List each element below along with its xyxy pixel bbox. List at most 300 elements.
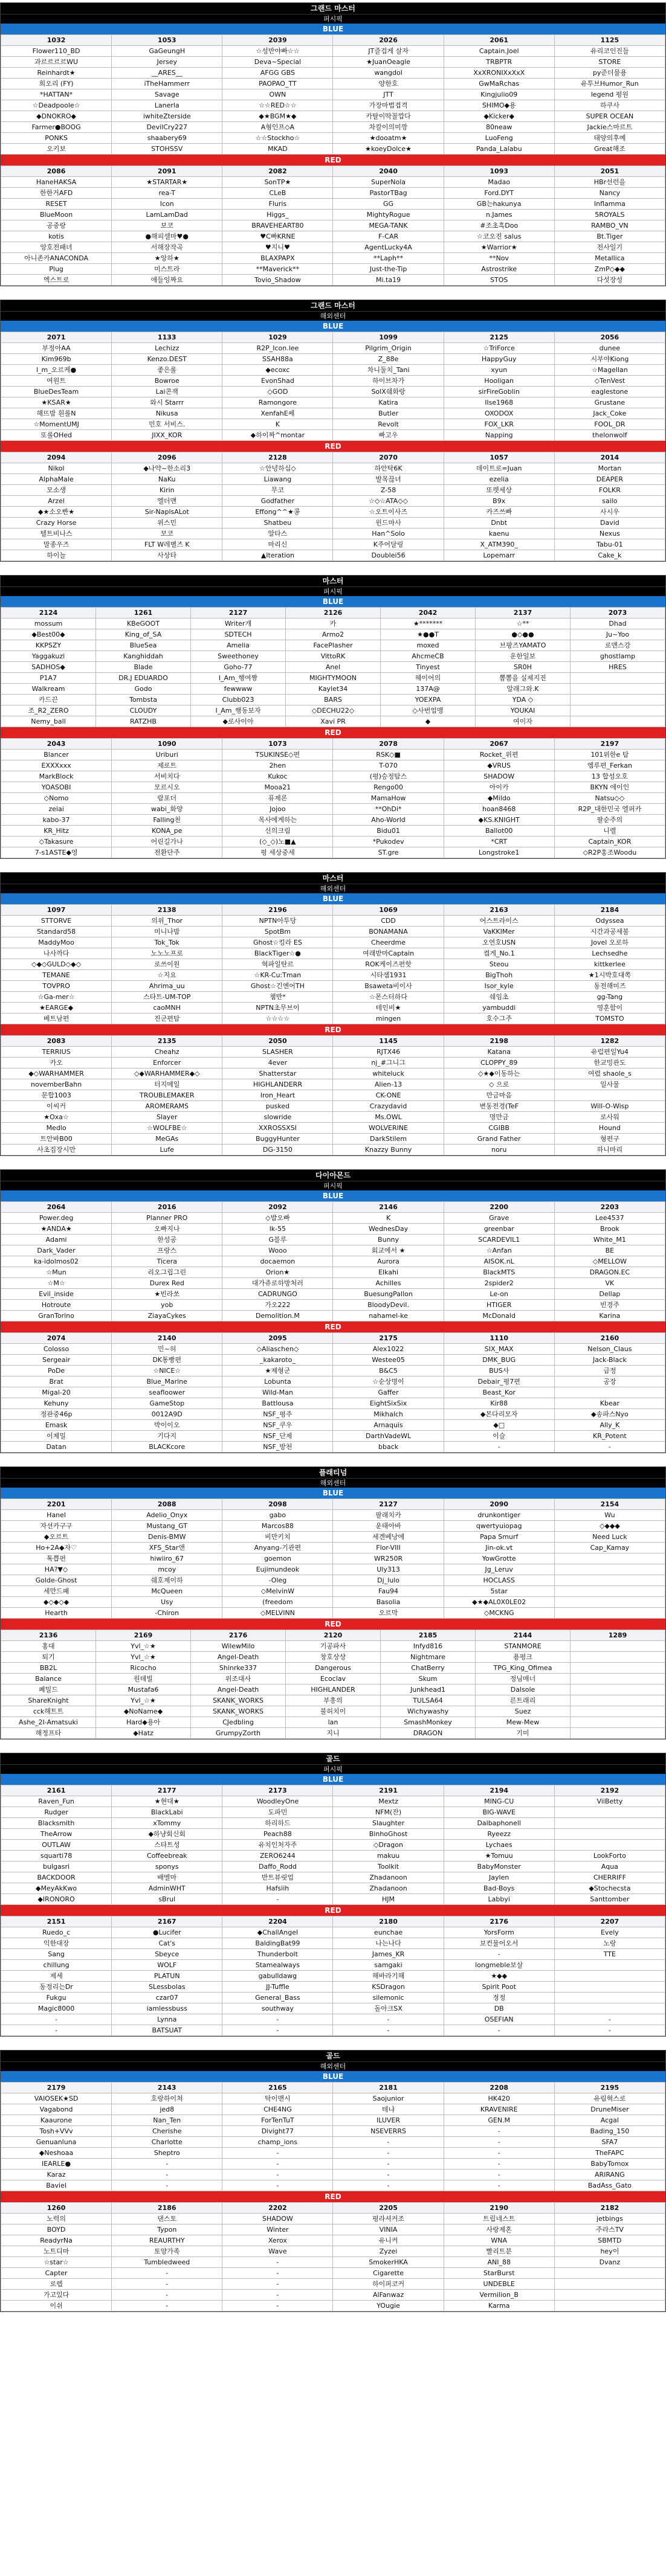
player-name: Lechizz (112, 343, 222, 354)
player-name: BLAXPAPX (222, 253, 333, 264)
team-score: 2205 (333, 2203, 444, 2214)
player-name: 엑스트로 (1, 275, 112, 286)
team-score: 2173 (222, 1785, 333, 1796)
player-name: ILUVER (333, 2115, 444, 2126)
player-name: ☆☆☆☆ (222, 1013, 333, 1024)
player-name: 노력의 (1, 2214, 112, 2224)
player-name: Ho+2A◆자♡ (1, 1543, 112, 1553)
player-name: 람포더 (112, 793, 222, 804)
player-name: Ilse1968 (444, 397, 554, 408)
player-name: 무코 (222, 485, 333, 496)
player-name: Infyd816 (381, 1641, 476, 1652)
player-name: qwertyuiopag (444, 1521, 554, 1532)
player-name: ezelia (444, 474, 554, 485)
player-name: Ms.OWL (333, 1112, 444, 1123)
player-row (1, 1971, 665, 1982)
player-name: Divight77 (222, 2126, 333, 2137)
tier-title: 골드 (1, 1753, 665, 1764)
player-name: Ecoclav (286, 1674, 381, 1685)
player-row (1, 1840, 665, 1851)
player-name: gabo (222, 1510, 333, 1521)
player-row (1, 970, 665, 981)
player-name: ★빈라쏘 (112, 1289, 222, 1300)
team-score: 2165 (222, 2083, 333, 2093)
red-roster-table (1, 1332, 665, 1453)
player-name: Winter (222, 2224, 333, 2235)
player-row (1, 1256, 665, 1267)
blue-team-header: BLUE (1, 2071, 665, 2082)
team-score: 2120 (286, 1630, 381, 1641)
player-name: ◆Stochecsta (554, 1883, 665, 1894)
player-name: ◆Kicker◆ (444, 111, 554, 122)
player-name: 트안바B00 (1, 1134, 112, 1145)
player-name: RJTX46 (333, 1047, 444, 1058)
player-name: 세만드패 (1, 1586, 112, 1597)
player-name: WR250R (333, 1553, 444, 1564)
blue-roster-table (1, 34, 665, 155)
player-name: Coffeebreak (112, 1851, 222, 1861)
player-name: ChatBerry (381, 1663, 476, 1674)
player-name: _kakaroto_ (222, 1355, 333, 1366)
blue-roster-table (1, 904, 665, 1024)
player-row (1, 199, 665, 210)
player-name: Ricocho (96, 1663, 191, 1674)
player-name: TERRIUS (1, 1047, 112, 1058)
player-name: Kehuny (1, 1398, 112, 1409)
player-row (1, 705, 665, 716)
player-name: - (222, 2148, 333, 2159)
player-row (1, 1398, 665, 1409)
player-name: rea-T (112, 188, 222, 199)
tier-title: 골드 (1, 2051, 665, 2061)
player-name: lk-55 (222, 1224, 333, 1235)
team-score: 2137 (476, 608, 571, 618)
player-name: JIXX_KOR (112, 430, 222, 441)
player-name: ViiBetty (554, 1796, 665, 1807)
team-score: 1099 (333, 332, 444, 343)
player-name: 하이브차가 (333, 376, 444, 387)
player-name: Rocket_위편 (444, 750, 554, 760)
player-name: Zyzei (333, 2246, 444, 2257)
player-name: ST.gre (333, 847, 444, 858)
team-score: 2098 (222, 1499, 333, 1510)
player-name (571, 1706, 665, 1717)
player-name: 알타스 (222, 528, 333, 539)
player-name: 지니 (286, 1728, 381, 1739)
player-name: ★Tomuu (444, 1851, 554, 1861)
player-name: GaGeungH (112, 46, 222, 57)
player-name: 조_R2_ZERO (1, 705, 96, 716)
player-name: HappyGuy (444, 354, 554, 365)
player-name: ◇MELVINN (222, 1608, 333, 1619)
player-name: caoMNH (112, 1003, 222, 1013)
player-name: Fau94 (333, 1586, 444, 1597)
player-name: ◇◆◆◆ (554, 1521, 665, 1532)
player-name: 가고있다 (1, 2290, 112, 2301)
score-row (1, 1333, 665, 1344)
player-name: *Pukodev (333, 837, 444, 847)
tier-section (0, 1466, 666, 1739)
team-score: 2151 (1, 1916, 112, 1927)
player-row (1, 1213, 665, 1224)
player-name: BlueMoon (1, 210, 112, 220)
player-name: P1A7 (1, 673, 96, 684)
player-row (1, 1818, 665, 1829)
player-name: BLACKcore (112, 1442, 222, 1453)
player-name: 발목끊녀 (333, 474, 444, 485)
player-name: 시부야Kiong (554, 354, 665, 365)
team-score: 2194 (444, 1785, 554, 1796)
player-name: 세겐베낭에 (333, 1532, 444, 1543)
player-row (1, 1938, 665, 1949)
player-row (1, 716, 665, 727)
team-score: 2176 (444, 1916, 554, 1927)
team-score: 2138 (112, 905, 222, 916)
tier-section (0, 300, 666, 562)
player-row (1, 1235, 665, 1245)
player-name: 나는나다 (333, 1938, 444, 1949)
player-name: Rudger (1, 1807, 112, 1818)
player-name (554, 2279, 665, 2290)
player-name: BUS사 (444, 1366, 554, 1376)
player-row (1, 782, 665, 793)
team-score: 2078 (333, 739, 444, 750)
player-name: CADRUNGO (222, 1289, 333, 1300)
player-name: 와시 Starrr (112, 397, 222, 408)
player-name: docaemon (222, 1256, 333, 1267)
player-name: hey이 (554, 2246, 665, 2257)
player-name: - (554, 2025, 665, 2036)
tier-section (0, 1169, 666, 1453)
player-name: 급정 (554, 1366, 665, 1376)
player-name: TOMSTO (554, 1013, 665, 1024)
player-name: X_ATM390_ (444, 539, 554, 550)
player-row (1, 837, 665, 847)
player-name: ☆지요 (112, 970, 222, 981)
player-name: 로렙 (1, 2279, 112, 2290)
player-name: 오빠지나 (112, 1224, 222, 1235)
player-name: 여렸 shaole_s (554, 1068, 665, 1079)
red-roster-table (1, 1916, 665, 2036)
tier-section (0, 2050, 666, 2312)
player-name: 탁이맨시 (222, 2093, 333, 2104)
player-row (1, 1112, 665, 1123)
player-name: Hooligan (444, 376, 554, 387)
player-row (1, 1224, 665, 1235)
player-name: 퓨제론 (222, 793, 333, 804)
player-name: HIGHLANDERR (222, 1079, 333, 1090)
player-name: Lynna (112, 2014, 222, 2025)
player-name: **Maverick** (222, 264, 333, 275)
player-name: 댄스토 (112, 2214, 222, 2224)
player-row (1, 2246, 665, 2257)
player-name: 부정아AA (1, 343, 112, 354)
player-name: Ghost☆긴엔어TH (222, 981, 333, 992)
player-name: wangdol (333, 68, 444, 79)
team-score: 2196 (222, 905, 333, 916)
player-name: 평라셔커조 (333, 2214, 444, 2224)
player-name: BabyTomox (554, 2159, 665, 2170)
player-name: Great해조 (554, 144, 665, 155)
player-name: Iron_Heart (222, 1090, 333, 1101)
player-row (1, 1807, 665, 1818)
tier-section (0, 1753, 666, 2037)
player-name: sBrul (112, 1894, 222, 1905)
player-name: TRBPTR (444, 57, 554, 68)
player-name: ★JuanOeagle (333, 57, 444, 68)
player-row (1, 1079, 665, 1090)
player-name: 팔순주의 (554, 815, 665, 826)
player-row (1, 684, 665, 695)
player-name: OXODOX (444, 408, 554, 419)
player-name: sponys (112, 1861, 222, 1872)
player-name: DruneMiser (554, 2104, 665, 2115)
player-name: MightyRogue (333, 210, 444, 220)
player-name: OSEFIAN (444, 2014, 554, 2025)
player-name: Doublei56 (333, 550, 444, 561)
player-name: Steou (444, 959, 554, 970)
player-name: seafloower (112, 1387, 222, 1398)
player-name: BE (554, 1245, 665, 1256)
player-name: 로맨스강 (571, 640, 665, 651)
region-subtitle: 해외센터 (1, 1478, 665, 1488)
player-name: Dark_Vader (1, 1245, 112, 1256)
player-row (1, 1597, 665, 1608)
player-name: ◇GOD (222, 387, 333, 397)
player-name: bulgasri (1, 1861, 112, 1872)
player-name (571, 1663, 665, 1674)
player-name: ◆★◆AL0X0LE02 (444, 1597, 554, 1608)
player-name: SmokerHKA (333, 2257, 444, 2268)
player-name: GG (333, 199, 444, 210)
player-name: AFGG GBS (222, 68, 333, 79)
player-name: Liawang (222, 474, 333, 485)
player-name: T-070 (333, 760, 444, 771)
player-name: Demolition.M (222, 1311, 333, 1322)
player-name: ★dooatm★ (333, 133, 444, 144)
player-name: MeGAs (112, 1134, 222, 1145)
player-name: AlFanwaz (333, 2290, 444, 2301)
team-score: 2096 (112, 452, 222, 463)
tier-title: 그랜드 마스터 (1, 300, 665, 311)
player-name: ◇ 으로 (444, 1079, 554, 1090)
player-name: 텔트비나스 (1, 528, 112, 539)
team-score: 2040 (333, 166, 444, 177)
player-name (554, 1971, 665, 1982)
player-name: Junkhead1 (381, 1685, 476, 1695)
team-score: 2202 (222, 2203, 333, 2214)
player-name: chillung (1, 1960, 112, 1971)
player-name: StarBurst (444, 2268, 554, 2279)
player-name: - (222, 2170, 333, 2180)
blue-team-header: BLUE (1, 24, 665, 34)
player-row (1, 2014, 665, 2025)
blue-roster-table (1, 1201, 665, 1322)
player-name: n.James (444, 210, 554, 220)
player-name: Z-58 (333, 485, 444, 496)
team-score: 2191 (333, 1785, 444, 1796)
player-name: SmashMonkey (381, 1717, 476, 1728)
player-name: BabyMonster (444, 1861, 554, 1872)
player-name: Ally_K (554, 1420, 665, 1431)
player-name: ◇★◆이동하는 (444, 1068, 554, 1079)
player-name: OUTLAW (1, 1840, 112, 1851)
player-name: goemon (222, 1553, 333, 1564)
player-name: 로쓰이원 (112, 959, 222, 970)
team-score: 2143 (112, 2083, 222, 2093)
player-name: R2P_Icon.lee (222, 343, 333, 354)
player-name: Crazy Horse (1, 518, 112, 528)
player-name: ◆Best00◆ (1, 629, 96, 640)
player-name: BuggyHunter (222, 1134, 333, 1145)
player-name: ☆오트이사즈 (333, 507, 444, 518)
player-name: - (554, 1442, 665, 1453)
player-name: VittoRK (286, 651, 381, 662)
player-name: 희오리 (FY) (1, 79, 112, 89)
player-name: AgentLucky4A (333, 242, 444, 253)
player-row (1, 2003, 665, 2014)
player-name: 시타샘1931 (333, 970, 444, 981)
score-row (1, 1785, 665, 1796)
player-name: Aurora (333, 1256, 444, 1267)
team-score: 1260 (1, 2203, 112, 2214)
player-name: ☆안녕하십◇ (222, 463, 333, 474)
player-name: 트립네스트 (444, 2214, 554, 2224)
player-name: __ARES__ (112, 68, 222, 79)
player-name: McDonald (444, 1311, 554, 1322)
player-name: 유치인처자주 (222, 1840, 333, 1851)
player-name: ♥지니♥ (222, 242, 333, 253)
player-name: drunkontiger (444, 1510, 554, 1521)
player-name: Farmer●BOOG (1, 122, 112, 133)
player-row (1, 673, 665, 684)
player-name: NPTN아투당 (222, 916, 333, 927)
player-name: 비만키치 (222, 1532, 333, 1543)
player-name: ◆오르트 (1, 1532, 112, 1543)
team-score: 2204 (222, 1916, 333, 1927)
player-name: 명만금 (444, 1112, 554, 1123)
team-score: 2146 (333, 1202, 444, 1213)
player-name: 운한일보 (476, 651, 571, 662)
player-name: 폐밀드 (1, 1685, 96, 1695)
player-row (1, 1278, 665, 1289)
player-name: Tovio_Shadow (222, 275, 333, 286)
player-name: Nancy (554, 188, 665, 199)
player-name: Westee05 (333, 1355, 444, 1366)
player-name: 오르막 (333, 1608, 444, 1619)
player-name: - (333, 2025, 444, 2036)
player-name: NSF_단제 (222, 1431, 333, 1442)
player-name: py준더물용 (554, 68, 665, 79)
player-name: ◇MelvinW (222, 1586, 333, 1597)
team-score: 2127 (333, 1499, 444, 1510)
player-name: 전사일기 (554, 242, 665, 253)
player-name: ★EARGE◆ (1, 1003, 112, 1013)
player-row (1, 507, 665, 518)
player-row (1, 1420, 665, 1431)
player-name: ▲Iteration (222, 550, 333, 561)
player-name: jed8 (112, 2104, 222, 2115)
player-row (1, 662, 665, 673)
player-name: SKANK_WORKS (191, 1695, 286, 1706)
player-row (1, 2148, 665, 2159)
player-name: Anyang-기관편 (222, 1543, 333, 1553)
team-score: 2124 (1, 608, 96, 618)
team-score: 2207 (554, 1916, 665, 1927)
player-name: 하니마리 (554, 1145, 665, 1155)
player-name (554, 2268, 665, 2279)
player-name: Colosso (1, 1344, 112, 1355)
player-name: Medlo (1, 1123, 112, 1134)
player-name: Madao (444, 177, 554, 188)
team-score: 1282 (554, 1036, 665, 1047)
player-name: ◆Mildo (444, 793, 554, 804)
team-score: 2140 (112, 1333, 222, 1344)
player-name: ☆순상명이 (333, 1376, 444, 1387)
player-name: 여이자 (476, 716, 571, 727)
player-name: Amelia (191, 640, 286, 651)
player-name: 보코 (112, 220, 222, 231)
player-name: Yaggakuzi (1, 651, 96, 662)
player-row (1, 1586, 665, 1597)
player-row (1, 793, 665, 804)
player-row (1, 1851, 665, 1861)
red-team-header: RED (1, 441, 665, 452)
player-name: JT즐겁게 살자 (333, 46, 444, 57)
player-row (1, 937, 665, 948)
player-name: 챔반* (222, 992, 333, 1003)
player-name: ◇◆◇GULD◇◆◇ (1, 959, 112, 970)
player-name: Revolt (333, 419, 444, 430)
player-name: Plug (1, 264, 112, 275)
player-name: - (444, 1442, 554, 1453)
player-name: VaKKIMer (444, 927, 554, 937)
player-name: Adami (1, 1235, 112, 1245)
team-score: 1145 (333, 1036, 444, 1047)
player-row (1, 1861, 665, 1872)
player-row (1, 1695, 665, 1706)
player-name: SIX_MAX (444, 1344, 554, 1355)
player-name (554, 1586, 665, 1597)
player-name: 2hen (222, 760, 333, 771)
team-score: 2061 (444, 35, 554, 46)
player-name: zeiai (1, 804, 112, 815)
player-name: ★1시박호대쪽 (554, 970, 665, 981)
player-name: RAMBO_VN (554, 220, 665, 231)
player-name: ☆NICE☆ (112, 1366, 222, 1376)
player-name: 마리신 (222, 539, 333, 550)
player-name: 리오그립그린 (112, 1267, 222, 1278)
player-name: (freedom (222, 1597, 333, 1608)
player-name: Crazydavid (333, 1101, 444, 1112)
player-name: Wooo (222, 1245, 333, 1256)
player-name (571, 1641, 665, 1652)
player-name: Blacksmith (1, 1818, 112, 1829)
player-row (1, 57, 665, 68)
player-name: 아이카 (444, 782, 554, 793)
player-name: - (333, 2137, 444, 2148)
player-name: Sbeyce (112, 1949, 222, 1960)
score-row (1, 1630, 665, 1641)
player-name: ◇Takasure (1, 837, 112, 847)
player-name: Captain.Joel (444, 46, 554, 57)
player-name: 부흥의 (286, 1695, 381, 1706)
player-name: 137A@ (381, 684, 476, 695)
player-name: Z_88e (333, 354, 444, 365)
player-name: STTORVE (1, 916, 112, 927)
player-name: iamlessbuss (112, 2003, 222, 2014)
player-name: Jaylen (444, 1872, 554, 1883)
